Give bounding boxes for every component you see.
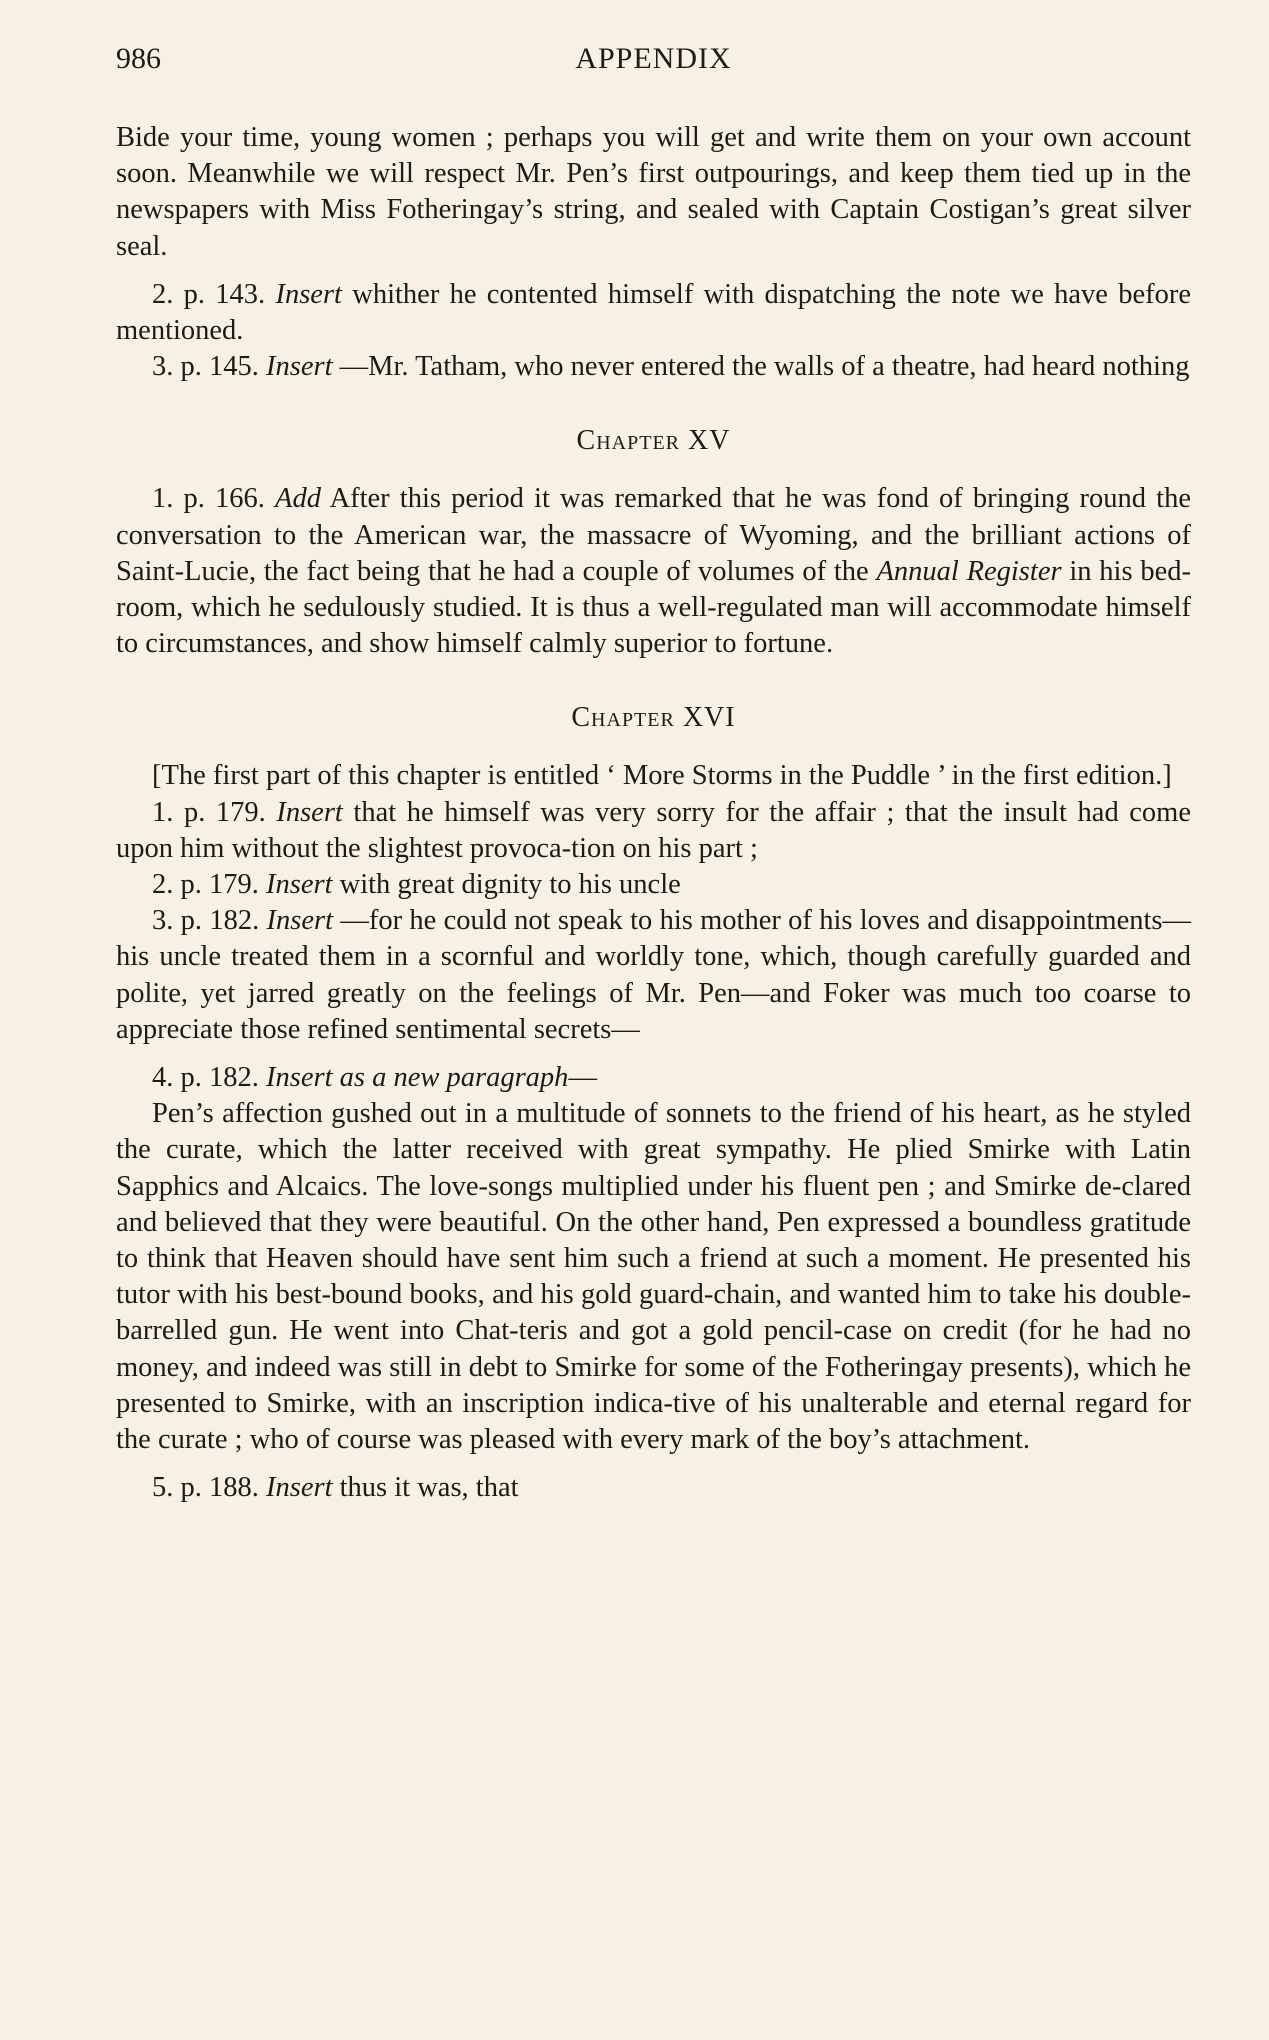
italic-text: Insert: [266, 905, 334, 937]
text-run: Pen’s affection gushed out in a multitude of sonnets to the friend of his heart, as he styled the curate, which the latter received with great sympathy. He plied Smirke with Latin Sapphics and Alcaics. The love-songs multiplied under his fluent pen ; and Smirke de-clared and believed that they were beautiful. On the other hand, Pen expressed a boundless gratitude to think that Heaven should have sent him such a friend at such a moment. He presented his tutor with his best-bound books, and his gold guard-chain, and wanted him to take his double-barrelled gun. He went into Chat-teris and got a gold pencil-case on credit (for he had no money, and indeed was still in debt to Smirke for some of the Fotheringay presents), which he presented to Smirke, with an inscription indica-tive of his unalterable and eternal regard for the curate ; who of course was pleased with every mark of the boy’s attachment.: [116, 1098, 1191, 1456]
chapter-heading: Chapter XV: [576, 425, 731, 457]
text-run: —: [568, 1062, 597, 1094]
paragraph: [116, 1060, 1191, 1096]
text-run: 2. p. 179.: [152, 869, 266, 901]
chapter-heading: Chapter XVI: [571, 702, 736, 734]
text-run: 1. p. 179.: [152, 796, 277, 828]
text-run: whither he contented himself with dispatching the note we have before mentioned.: [116, 278, 1192, 347]
text-run: thus it was, that: [332, 1472, 519, 1504]
book-page: [116, 0, 1191, 2040]
text-run: 3. p. 182.: [152, 905, 267, 937]
text-run: 3. p. 145.: [152, 351, 266, 383]
paragraph: [116, 349, 1191, 385]
italic-text: Insert: [276, 796, 343, 828]
paragraph: [116, 481, 1191, 662]
text-run: with great dignity to his uncle: [332, 869, 681, 901]
text-run: 1. p. 166.: [152, 483, 276, 515]
text-run: 5. p. 188.: [152, 1472, 266, 1504]
page-number: 986: [116, 42, 161, 75]
italic-text: Insert: [266, 1472, 333, 1504]
text-run: Bide your time, young women ; perhaps you will get and write them on your own account soon. Meanwhile we will respect Mr. Pen’s first outpourings, and keep them tied up in the newspapers with Miss Fotheringay’s string, and sealed with Captain Costigan’s great silver seal.: [116, 122, 1191, 262]
text-run: 4. p. 182.: [152, 1062, 266, 1094]
paragraph: [116, 758, 1191, 794]
paragraph: [116, 795, 1191, 867]
italic-text: Insert as a new paragraph: [266, 1062, 569, 1094]
italic-text: Insert: [266, 869, 333, 901]
text-run: that he himself was very sorry for the affair ; that the insult had come upon him without the slightest provoca-tion on his part ;: [116, 796, 1191, 864]
paragraph: [116, 867, 1191, 903]
paragraph: [116, 903, 1191, 1048]
text-run: —Mr. Tatham, who never entered the walls of a theatre, had heard nothing: [332, 351, 1190, 383]
page-header: [116, 42, 1191, 86]
text-run: in his bed-room, which he sedulously studied. It is thus a well-regulated man will accommodate himself to circumstances, and show himself calmly superior to fortune.: [116, 555, 1191, 660]
text-run: [The first part of this chapter is entitled ‘ More Storms in the Puddle ’ in the first edition.]: [152, 760, 1172, 792]
paragraph: [116, 1470, 1191, 1506]
italic-text: Add: [275, 483, 321, 515]
italic-text: Annual Register: [876, 555, 1062, 587]
paragraph: [116, 120, 1191, 265]
italic-text: Insert: [266, 351, 333, 383]
page-body: [116, 120, 1191, 1507]
running-head: APPENDIX: [575, 42, 732, 75]
text-run: —for he could not speak to his mother of his loves and disappointments—his uncle treated them in a scornful and worldly tone, which, though carefully guarded and polite, yet jarred greatly on the feelings of Mr. Pen—and Foker was much too coarse to appreciate those refined sentimental secrets—: [116, 905, 1191, 1045]
italic-text: Insert: [275, 278, 342, 310]
paragraph: [116, 277, 1191, 349]
text-run: 2. p. 143.: [152, 278, 276, 310]
paragraph: [116, 1096, 1191, 1458]
text-run: After this period it was remarked that he was fond of bringing round the conversation to the American war, the massacre of Wyoming, and the brilliant actions of Saint-Lucie, the fact being that he had a couple of volumes of the: [116, 483, 1192, 587]
